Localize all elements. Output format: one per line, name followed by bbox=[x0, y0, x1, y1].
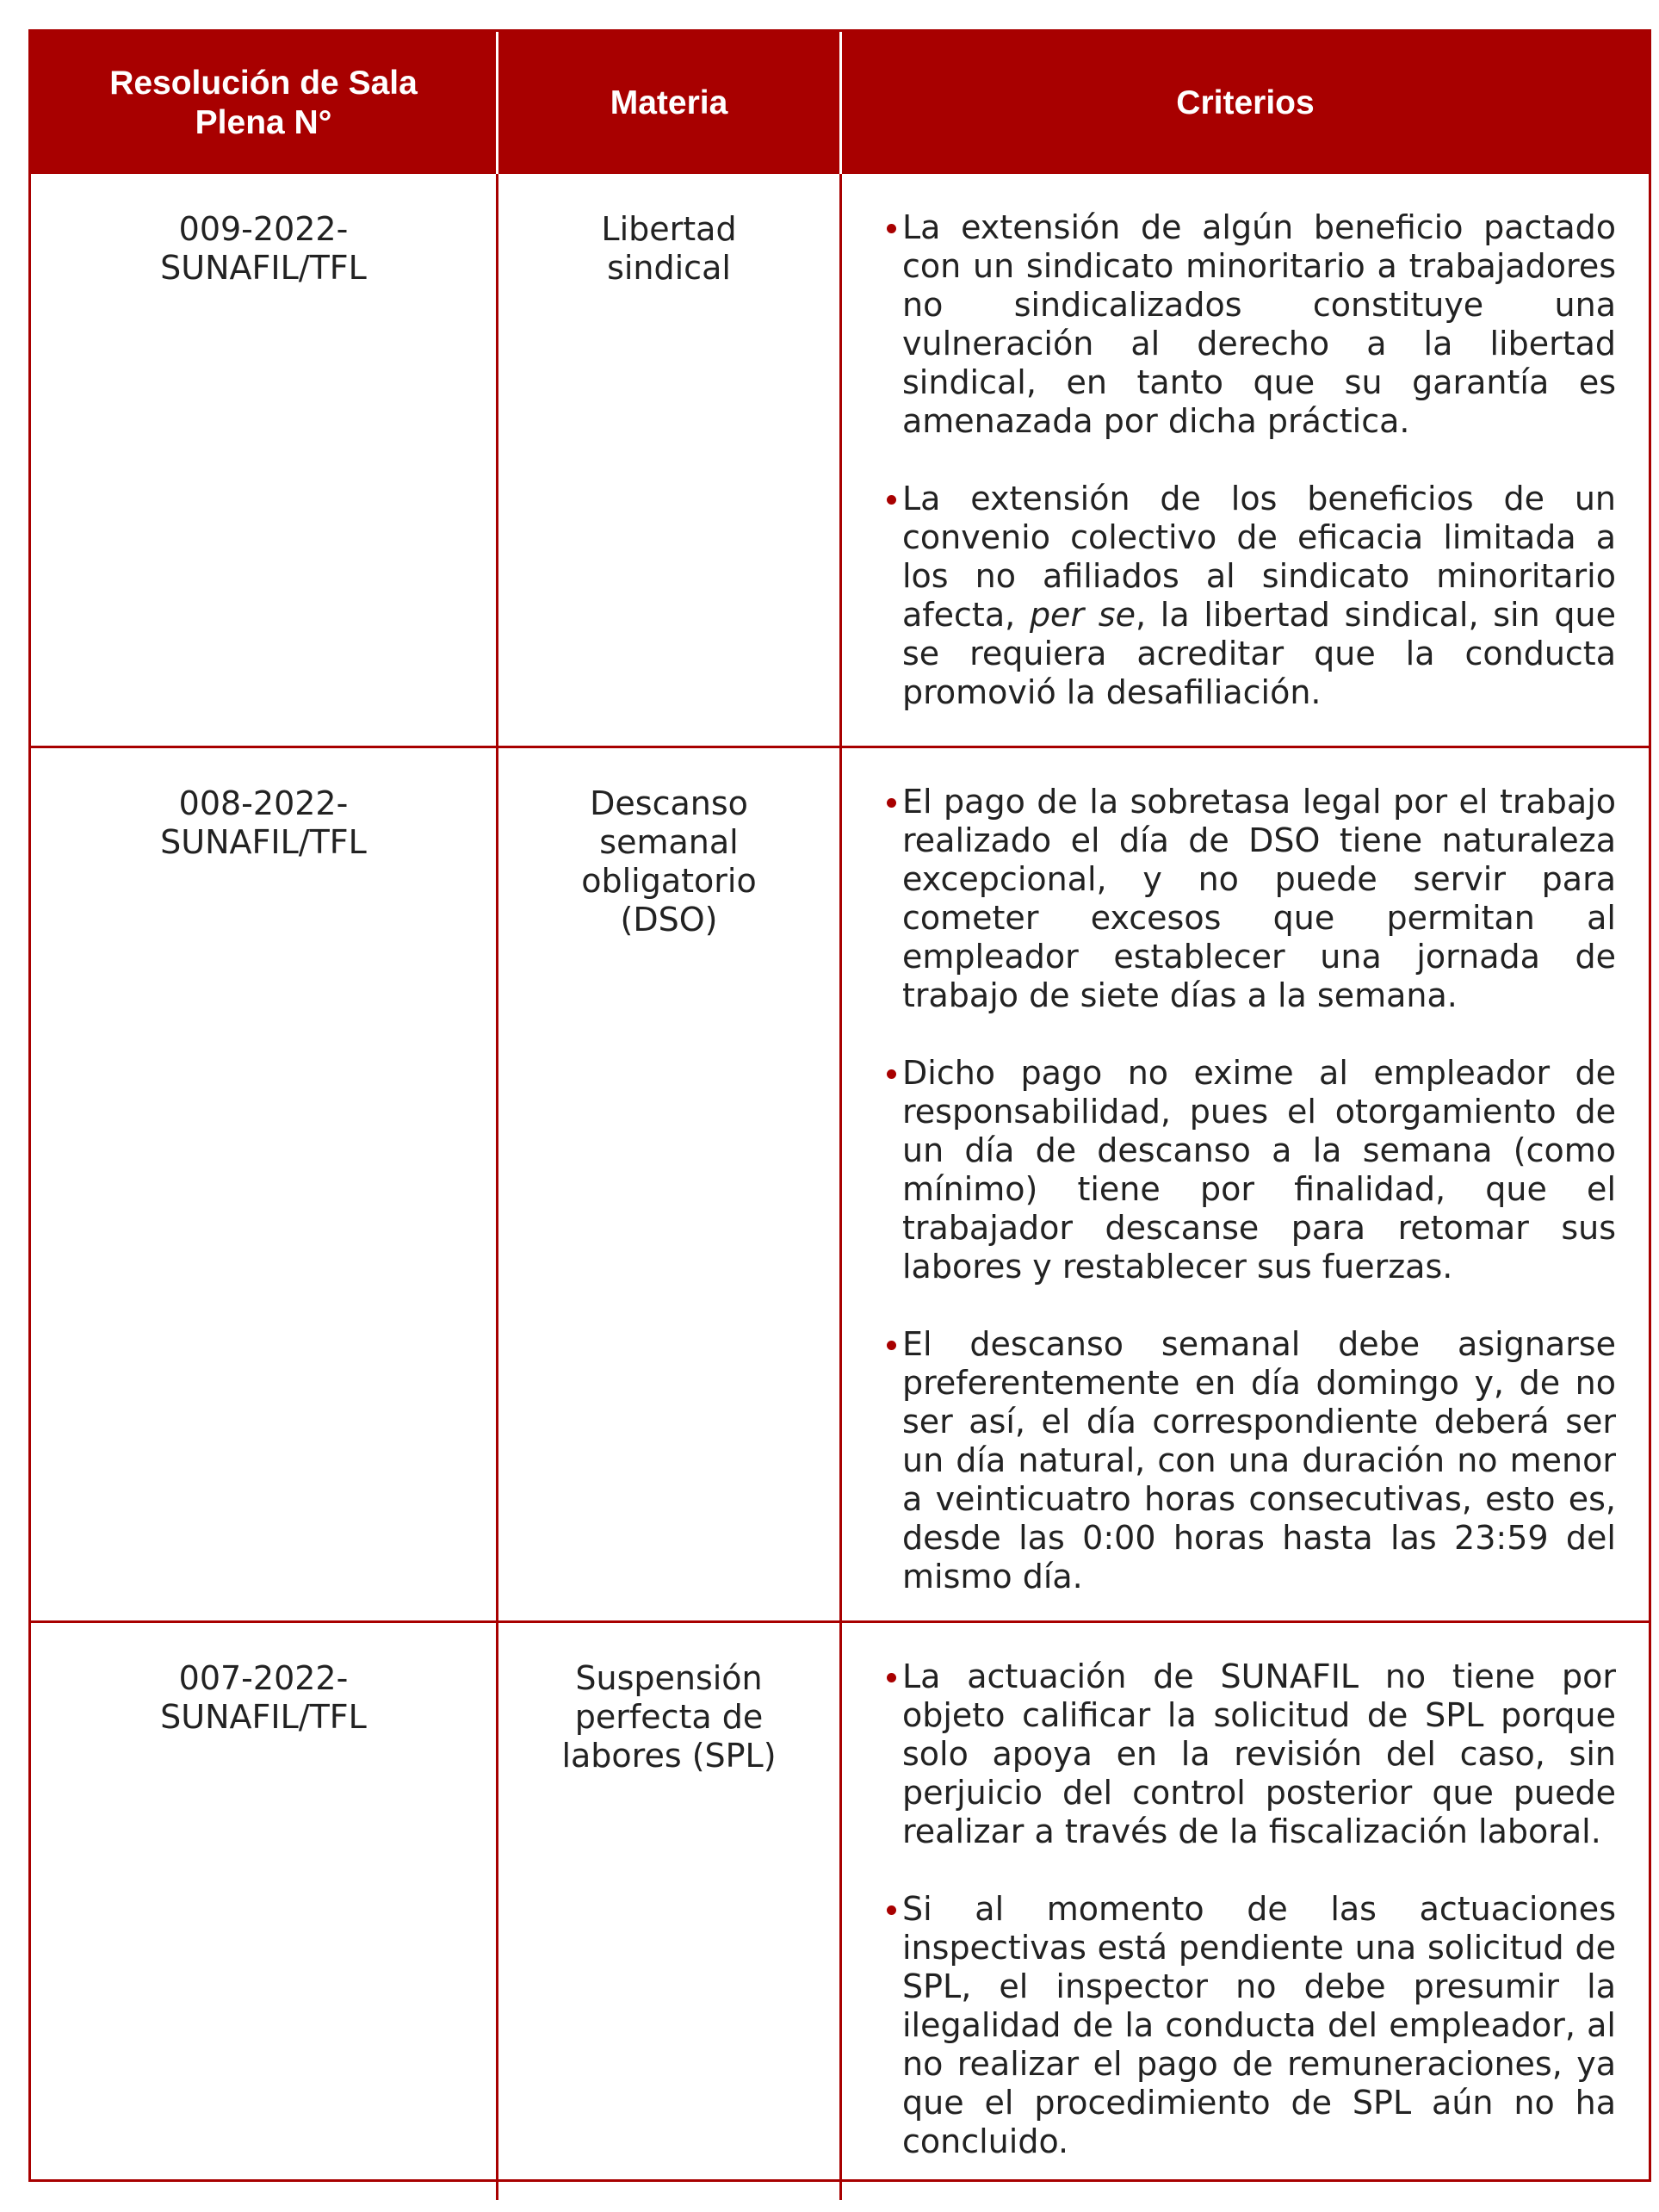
criterios-table bbox=[28, 29, 1651, 2182]
row-2-criterio-1-text: El pago de la sobretasa legal por el trabajo realizado el día de DSO tiene naturaleza excepcional, y no puede servir para cometer excesos que permitan al empleador establecer una jornada de trabajo de siete días a la semana. bbox=[902, 783, 1616, 1014]
header-resolucion-label: Resolución de Sala Plena N° bbox=[109, 64, 418, 141]
row-2-criterio-3-text: El descanso semanal debe asignarse preferentemente en día domingo y, de no ser así, el día correspondiente deberá ser un día natural, con una duración no menor a veinticuatro horas consecutivas, esto es, desde las 0:00 horas hasta las 23:59 del mismo día. bbox=[902, 1325, 1616, 1595]
table-grid bbox=[31, 32, 1649, 2179]
row-1-criterio-2 bbox=[887, 480, 1616, 712]
header-criterios bbox=[842, 32, 1649, 174]
row-1-resolucion: 009-2022-SUNAFIL/TFL bbox=[160, 210, 367, 287]
row-2-materia: Descanso semanal obligatorio (DSO) bbox=[581, 784, 757, 939]
row-3-criterio-2 bbox=[887, 1890, 1616, 2161]
row-3-criterio-1 bbox=[887, 1657, 1616, 1851]
row-1-resolucion-cell bbox=[31, 174, 498, 748]
row-3-criterios-cell bbox=[842, 1623, 1649, 2200]
row-1-criterio-2-text-a: La extensión de los beneficios de un convenio colectivo de eficacia limitada a los no afiliados al sindicato minoritario afecta, bbox=[902, 480, 1616, 634]
row-2-materia-cell bbox=[498, 748, 842, 1623]
row-2-criterio-3 bbox=[887, 1325, 1616, 1596]
row-1-materia: Libertad sindical bbox=[601, 210, 737, 287]
row-1-criterio-2-italic: per se bbox=[1029, 596, 1136, 634]
row-3-materia-cell bbox=[498, 1623, 842, 2200]
row-2-criterio-2 bbox=[887, 1054, 1616, 1286]
row-3-criterio-1-text: La actuación de SUNAFIL no tiene por objeto calificar la solicitud de SPL porque solo apoya en la revisión del caso, sin perjuicio del control posterior que puede realizar a través de la fiscalización laboral. bbox=[902, 1657, 1616, 1850]
row-3-resolucion-cell bbox=[31, 1623, 498, 2200]
row-1-materia-cell bbox=[498, 174, 842, 748]
row-3-resolucion: 007-2022-SUNAFIL/TFL bbox=[160, 1659, 367, 1736]
row-2-criterio-1 bbox=[887, 783, 1616, 1015]
row-1-criterio-2-text-b: , la libertad sindical, sin que se requiera acreditar que la conducta promovió la desafiliación. bbox=[902, 596, 1617, 711]
header-materia bbox=[498, 32, 842, 174]
row-2-criterios-cell bbox=[842, 748, 1649, 1623]
header-resolucion bbox=[31, 32, 498, 174]
row-2-resolucion: 008-2022-SUNAFIL/TFL bbox=[160, 784, 367, 861]
header-materia-label: Materia bbox=[610, 84, 728, 121]
header-criterios-label: Criterios bbox=[1176, 84, 1315, 121]
row-1-criterio-1 bbox=[887, 208, 1616, 441]
row-1-criterios-cell bbox=[842, 174, 1649, 748]
row-3-materia: Suspensión perfecta de labores (SPL) bbox=[561, 1659, 777, 1775]
row-2-criterio-2-text: Dicho pago no exime al empleador de responsabilidad, pues el otorgamiento de un día de descanso a la semana (como mínimo) tiene por finalidad, que el trabajador descanse para retomar sus labores y restablecer sus fuerzas. bbox=[902, 1054, 1616, 1286]
row-1-criterio-1-text: La extensión de algún beneficio pactado con un sindicato minoritario a trabajadores no sindicalizados constituye una vulneración al derecho a la libertad sindical, en tanto que su garantía es amenazada por dicha práctica. bbox=[902, 208, 1616, 440]
row-3-criterio-2-text: Si al momento de las actuaciones inspectivas está pendiente una solicitud de SPL, el inspector no debe presumir la ilegalidad de la conducta del empleador, al no realizar el pago de remuneraciones, ya que el procedimiento de SPL aún no ha concluido. bbox=[902, 1890, 1616, 2160]
row-2-resolucion-cell bbox=[31, 748, 498, 1623]
